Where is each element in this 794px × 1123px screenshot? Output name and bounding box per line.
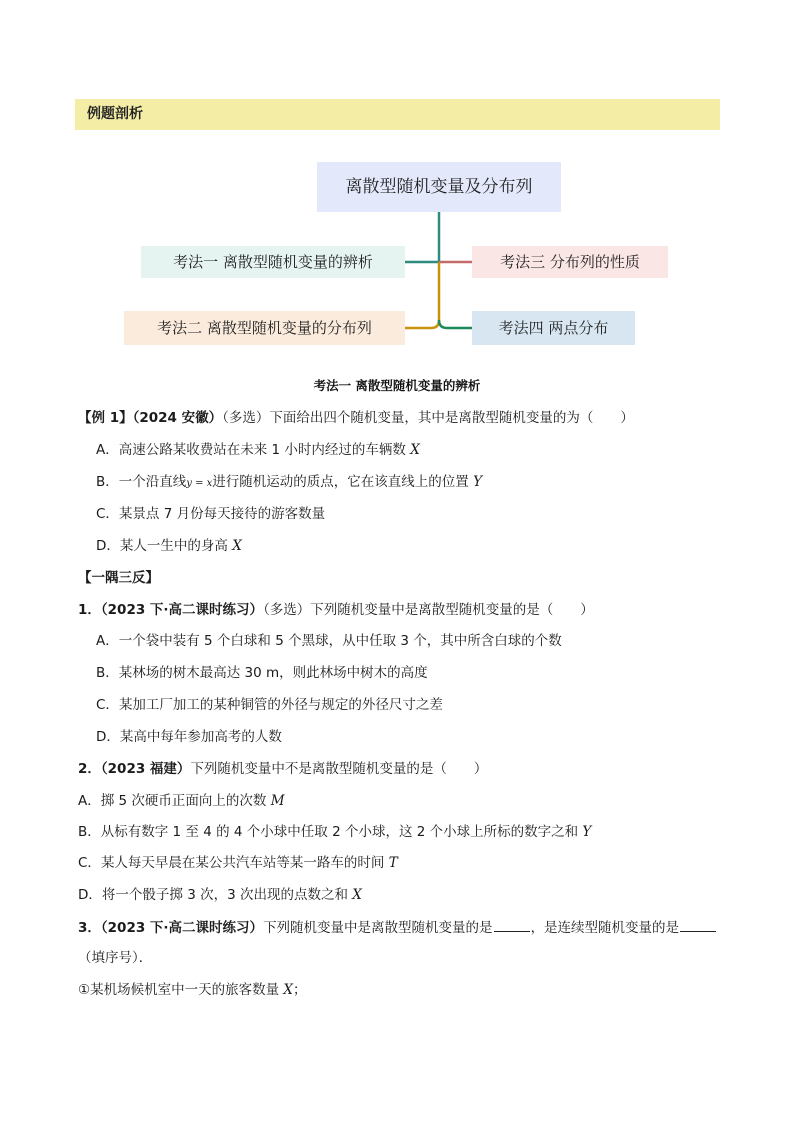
option-label: C．	[96, 697, 119, 713]
option-text: 某人一生中的身高	[119, 538, 233, 554]
question-source: （2023 福建）	[100, 761, 191, 777]
option-text: 某林场的树木最高达 30 m，则此林场中树木的高度	[118, 665, 428, 681]
option-label: B．	[96, 474, 119, 490]
q2-option-a	[78, 791, 285, 811]
q1-option-a	[96, 631, 562, 651]
option-label: A．	[96, 442, 119, 458]
answer-blank-2[interactable]	[680, 917, 716, 932]
option-var: X	[232, 538, 242, 554]
banner-title: 例题剖析	[87, 106, 143, 122]
option-label: C．	[78, 855, 101, 871]
option-text: 将一个骰子掷 3 次，3 次出现的点数之和	[101, 887, 353, 903]
option-label: D．	[78, 887, 102, 903]
mindmap-method-2: 考法二 离散型随机变量的分布列	[124, 311, 405, 345]
option-var: Y	[473, 474, 483, 490]
option-var: X	[352, 887, 362, 903]
answer-blank-1[interactable]	[494, 917, 530, 932]
q2-option-d	[78, 885, 362, 905]
option-label: A．	[78, 793, 101, 809]
connector-method2	[405, 262, 439, 328]
question-source: （2023 下·高二课时练习）	[100, 920, 264, 936]
q2-option-c	[78, 853, 398, 873]
option-equation: y = x	[186, 478, 213, 489]
mindmap-method-3: 考法三 分布列的性质	[472, 246, 668, 278]
question-number: 1．	[78, 602, 101, 618]
question-text: ，是连续型随机变量的是	[530, 920, 680, 936]
item-marker: ①	[78, 982, 91, 998]
example1-source: （2024 安徽）	[132, 410, 223, 426]
mindmap-root: 离散型随机变量及分布列	[317, 162, 561, 212]
section-title: 考法一 离散型随机变量的辨析	[313, 378, 481, 393]
option-text: 从标有数字 1 至 4 的 4 个小球中任取 2 个小球，这 2 个小球上所标的数字之和	[100, 824, 583, 840]
practice-title: 【一隅三反】	[78, 570, 159, 586]
option-label: C．	[96, 506, 119, 522]
q3-continuation: （填序号）．	[78, 950, 153, 966]
q1-option-c	[96, 695, 443, 715]
option-text: 一个沿直线	[118, 474, 187, 490]
question-source: （2023 下·高二课时练习）	[100, 602, 264, 618]
question-number: 3．	[78, 920, 101, 936]
question-text: 下列随机变量中是离散型随机变量的是	[263, 920, 493, 936]
option-var: T	[388, 855, 398, 871]
option-text: 某人每天早晨在某公共汽车站等某一路车的时间	[100, 855, 389, 871]
item-var: X	[283, 982, 294, 998]
option-var: X	[410, 442, 420, 458]
q2-option-b	[78, 822, 591, 842]
option-text: 掷 5 次硬币正面向上的次数	[100, 793, 271, 809]
option-var: Y	[582, 824, 592, 840]
example1-tag: 【例 1】	[78, 410, 133, 426]
option-text: 某加工厂加工的某种铜管的外径与规定的外径尺寸之差	[118, 697, 443, 713]
example1-option-c	[96, 504, 325, 524]
mindmap-method-1: 考法一 离散型随机变量的辨析	[141, 246, 405, 278]
example1-option-d	[96, 536, 242, 556]
option-text: 进行随机运动的质点，它在该直线上的位置	[212, 474, 474, 490]
q3-item-1	[78, 980, 307, 1000]
example1-text: （多选）下面给出四个随机变量，其中是离散型随机变量的为（ ）	[222, 410, 634, 426]
option-text: 某景点 7 月份每天接待的游客数量	[118, 506, 326, 522]
option-text: 高速公路某收费站在未来 1 小时内经过的车辆数	[118, 442, 411, 458]
q1-option-b	[96, 663, 428, 683]
q1-question	[78, 600, 594, 620]
connector-method4	[439, 320, 472, 328]
mindmap-method-4: 考法四 两点分布	[472, 311, 635, 345]
option-label: B．	[78, 824, 101, 840]
option-label: D．	[96, 538, 120, 554]
option-text: 一个袋中装有 5 个白球和 5 个黑球，从中任取 3 个，其中所含白球的个数	[118, 633, 562, 649]
question-text: 下列随机变量中不是离散型随机变量的是（ ）	[190, 761, 488, 777]
example1-option-a	[96, 440, 420, 460]
option-var: M	[270, 793, 285, 809]
q2-question	[78, 759, 487, 779]
option-label: A．	[96, 633, 119, 649]
example1-option-b	[96, 472, 482, 494]
item-end: ；	[293, 982, 307, 998]
option-text: 某高中每年参加高考的人数	[119, 729, 282, 745]
q1-option-d	[96, 727, 282, 747]
option-label: D．	[96, 729, 120, 745]
item-text: 某机场候机室中一天的旅客数量	[90, 982, 284, 998]
question-text: （多选）下列随机变量中是离散型随机变量的是（ ）	[263, 602, 594, 618]
question-number: 2．	[78, 761, 101, 777]
option-label: B．	[96, 665, 119, 681]
q3-question	[78, 917, 717, 938]
example1-question	[78, 408, 634, 428]
